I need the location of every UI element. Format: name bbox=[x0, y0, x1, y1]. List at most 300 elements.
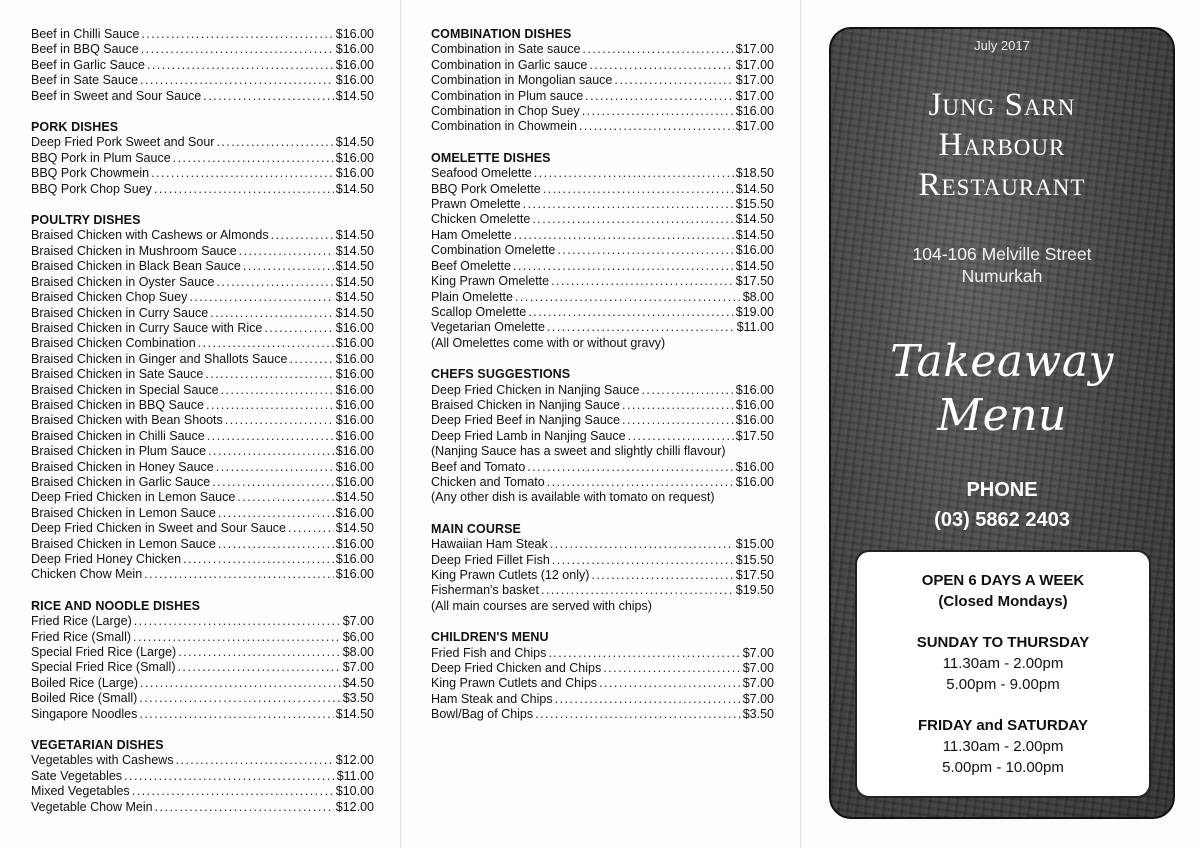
menu-item-price: $16.00 bbox=[735, 397, 774, 412]
dot-leader bbox=[154, 182, 334, 197]
hours-lunch: 11.30am - 2.00pm bbox=[942, 738, 1064, 755]
menu-item bbox=[31, 800, 374, 815]
menu-item-price: $4.50 bbox=[342, 675, 374, 690]
menu-item-name: Chicken Chow Mein bbox=[31, 567, 143, 582]
dot-leader bbox=[144, 567, 334, 582]
hours-closed-note: (Closed Mondays) bbox=[938, 593, 1068, 610]
menu-item-name: Braised Chicken in Garlic Sauce bbox=[31, 474, 211, 489]
menu-item-price: $16.00 bbox=[335, 367, 374, 382]
menu-item bbox=[31, 614, 374, 629]
menu-item bbox=[431, 568, 774, 583]
menu-item-name: Braised Chicken in Lemon Sauce bbox=[31, 536, 216, 551]
dot-leader bbox=[527, 460, 733, 475]
menu-item-price: $14.50 bbox=[335, 706, 374, 721]
dot-leader bbox=[140, 73, 334, 88]
menu-item-price: $16.00 bbox=[335, 27, 374, 41]
menu-item-name: Fisherman's basket bbox=[431, 583, 539, 598]
dot-leader bbox=[532, 212, 733, 227]
menu-item-name: Ham Steak and Chips bbox=[431, 691, 553, 706]
menu-item-name: Special Fried Rice (Large) bbox=[31, 645, 177, 660]
menu-item-name: Mixed Vegetables bbox=[31, 784, 130, 799]
menu-item bbox=[31, 567, 374, 582]
dot-leader bbox=[622, 398, 734, 413]
menu-item bbox=[431, 182, 774, 197]
menu-item bbox=[31, 784, 374, 799]
menu-item-price: $17.00 bbox=[735, 57, 774, 72]
menu-note: (All Omelettes come with or without gravy) bbox=[431, 335, 666, 350]
menu-item-name: Braised Chicken in Curry Sauce bbox=[31, 305, 209, 320]
takeaway-menu-heading bbox=[831, 335, 1173, 443]
menu-item bbox=[31, 336, 374, 351]
dot-leader bbox=[552, 553, 734, 568]
menu-item-price: $7.00 bbox=[742, 676, 774, 691]
menu-section bbox=[31, 738, 374, 815]
menu-item-price: $14.50 bbox=[335, 135, 374, 150]
menu-item bbox=[31, 630, 374, 645]
section-title: CHEFS SUGGESTIONS bbox=[431, 367, 571, 382]
menu-item-price: $19.00 bbox=[735, 304, 774, 319]
menu-item bbox=[31, 490, 374, 505]
menu-item-name: Boiled Rice (Small) bbox=[31, 691, 138, 706]
menu-item bbox=[431, 692, 774, 707]
menu-item-name: Braised Chicken in BBQ Sauce bbox=[31, 397, 205, 412]
menu-item-name: Beef in BBQ Sauce bbox=[31, 42, 139, 57]
dot-leader bbox=[585, 89, 734, 104]
menu-item-price: $12.00 bbox=[335, 799, 374, 814]
dot-leader bbox=[582, 42, 733, 57]
menu-item-price: $7.00 bbox=[342, 660, 374, 675]
section-title: MAIN COURSE bbox=[431, 521, 521, 536]
menu-item-name: Bowl/Bag of Chips bbox=[431, 707, 534, 722]
dot-leader bbox=[543, 182, 734, 197]
menu-note: (Any other dish is available with tomato on request) bbox=[431, 490, 715, 505]
menu-item-name: Braised Chicken in Black Bean Sauce bbox=[31, 259, 241, 274]
dot-leader bbox=[205, 367, 333, 382]
menu-item-name: Deep Fried Beef in Nanjing Sauce bbox=[431, 413, 621, 428]
menu-item bbox=[31, 259, 374, 274]
menu-item bbox=[31, 645, 374, 660]
dot-leader bbox=[541, 583, 734, 598]
dot-leader bbox=[134, 614, 341, 629]
menu-item bbox=[31, 367, 374, 382]
dot-leader bbox=[124, 769, 335, 784]
menu-section bbox=[431, 630, 774, 722]
menu-item bbox=[31, 398, 374, 413]
dot-leader bbox=[175, 753, 333, 768]
menu-item bbox=[31, 73, 374, 88]
section-title: POULTRY DISHES bbox=[31, 213, 141, 228]
menu-item-name: Combination Omelette bbox=[431, 243, 556, 258]
menu-section bbox=[431, 522, 774, 614]
menu-item-name: Combination in Chop Suey bbox=[431, 104, 580, 119]
dot-leader bbox=[239, 244, 334, 259]
menu-item-name: Boiled Rice (Large) bbox=[31, 675, 138, 690]
section-title: CHILDREN'S MENU bbox=[431, 630, 549, 645]
menu-item bbox=[31, 151, 374, 166]
menu-item bbox=[31, 429, 374, 444]
menu-item-price: $8.00 bbox=[742, 289, 774, 304]
dot-leader bbox=[177, 660, 340, 675]
menu-item-name: Braised Chicken in Nanjing Sauce bbox=[431, 397, 620, 412]
menu-item bbox=[431, 166, 774, 181]
menu-item-name: Vegetable Chow Mein bbox=[31, 799, 153, 814]
fold-line-right bbox=[800, 0, 802, 848]
menu-item bbox=[31, 244, 374, 259]
menu-item bbox=[431, 274, 774, 289]
menu-item-name: Hawaiian Ham Steak bbox=[431, 537, 548, 552]
restaurant-name bbox=[831, 85, 1173, 205]
menu-item-price: $16.00 bbox=[335, 536, 374, 551]
menu-item-name: BBQ Pork Chowmein bbox=[31, 166, 150, 181]
menu-item-price: $16.00 bbox=[735, 243, 774, 258]
menu-item-name: Singapore Noodles bbox=[31, 706, 138, 721]
dot-leader bbox=[599, 676, 741, 691]
menu-item bbox=[431, 398, 774, 413]
dot-leader bbox=[557, 243, 733, 258]
opening-hours-box bbox=[855, 550, 1151, 798]
dot-leader bbox=[641, 383, 733, 398]
address-street: 104-106 Melville Street bbox=[912, 244, 1092, 264]
menu-item-price: $10.00 bbox=[335, 784, 374, 799]
dot-leader bbox=[555, 692, 741, 707]
menu-item-name: Fried Rice (Small) bbox=[31, 629, 132, 644]
menu-item bbox=[431, 305, 774, 320]
menu-item bbox=[31, 676, 374, 691]
hours-group-title: SUNDAY TO THURSDAY bbox=[916, 634, 1090, 651]
menu-item-name: Plain Omelette bbox=[431, 289, 513, 304]
dot-leader bbox=[147, 58, 334, 73]
dot-leader bbox=[139, 707, 333, 722]
menu-item bbox=[431, 290, 774, 305]
dot-leader bbox=[207, 429, 334, 444]
menu-item-name: Beef and Tomato bbox=[431, 459, 526, 474]
menu-item-name: Braised Chicken with Cashews or Almonds bbox=[31, 228, 269, 243]
menu-item bbox=[31, 58, 374, 73]
menu-item-price: $6.00 bbox=[342, 629, 374, 644]
menu-date: July 2017 bbox=[974, 38, 1030, 53]
menu-item bbox=[31, 383, 374, 398]
menu-item bbox=[31, 27, 374, 42]
dot-leader bbox=[515, 290, 741, 305]
menu-item bbox=[31, 475, 374, 490]
dot-leader bbox=[221, 383, 334, 398]
hours-group-title: FRIDAY and SATURDAY bbox=[917, 717, 1089, 734]
menu-item-price: $16.00 bbox=[735, 382, 774, 397]
dot-leader bbox=[582, 104, 734, 119]
menu-item bbox=[431, 73, 774, 88]
dot-leader bbox=[534, 166, 734, 181]
menu-item bbox=[431, 413, 774, 428]
menu-item bbox=[31, 660, 374, 675]
menu-item-price: $16.00 bbox=[335, 552, 374, 566]
dot-leader bbox=[528, 305, 734, 320]
menu-item-price: $8.00 bbox=[342, 645, 374, 660]
menu-item bbox=[431, 228, 774, 243]
dot-leader bbox=[550, 537, 734, 552]
menu-section bbox=[31, 599, 374, 722]
menu-item-price: $14.50 bbox=[335, 290, 374, 305]
menu-item-name: Braised Chicken in Plum Sauce bbox=[31, 444, 207, 459]
menu-item-name: Combination in Mongolian sauce bbox=[431, 73, 613, 88]
dot-leader bbox=[212, 475, 334, 490]
menu-item-price: $16.00 bbox=[335, 459, 374, 474]
menu-item-name: Scallop Omelette bbox=[431, 304, 527, 319]
menu-item-name: Deep Fried Chicken and Chips bbox=[431, 661, 602, 676]
menu-item bbox=[31, 182, 374, 197]
dot-leader bbox=[243, 259, 334, 274]
menu-item bbox=[31, 552, 374, 567]
menu-item-price: $17.50 bbox=[735, 568, 774, 582]
menu-item-price: $3.50 bbox=[742, 707, 774, 722]
menu-item-price: $14.50 bbox=[735, 227, 774, 242]
hours-lunch: 11.30am - 2.00pm bbox=[942, 655, 1064, 672]
menu-item bbox=[31, 166, 374, 181]
menu-item-name: Prawn Omelette bbox=[431, 197, 521, 212]
dot-leader bbox=[288, 521, 334, 536]
menu-item-name: Braised Chicken in Sate Sauce bbox=[31, 367, 204, 382]
menu-item-price: $11.00 bbox=[736, 320, 774, 335]
script-line-menu: Menu bbox=[937, 390, 1067, 441]
menu-item bbox=[431, 583, 774, 598]
dot-leader bbox=[198, 336, 334, 351]
menu-item-price: $16.00 bbox=[335, 57, 374, 72]
menu-item-name: Braised Chicken Combination bbox=[31, 336, 196, 351]
menu-item-name: Ham Omelette bbox=[431, 227, 512, 242]
menu-item bbox=[31, 352, 374, 367]
menu-item-price: $16.00 bbox=[735, 459, 774, 474]
menu-item bbox=[31, 42, 374, 57]
menu-item-price: $12.00 bbox=[335, 753, 374, 768]
menu-item bbox=[31, 413, 374, 428]
menu-item-name: Combination in Sate sauce bbox=[431, 42, 581, 57]
dot-leader bbox=[139, 691, 340, 706]
dot-leader bbox=[155, 800, 334, 815]
menu-item-name: Braised Chicken in Oyster Sauce bbox=[31, 274, 215, 289]
menu-item-name: BBQ Pork in Plum Sauce bbox=[31, 150, 171, 165]
menu-item bbox=[31, 769, 374, 784]
menu-item-name: BBQ Pork Chop Suey bbox=[31, 181, 152, 196]
menu-item-price: $14.50 bbox=[735, 212, 774, 227]
dot-leader bbox=[132, 784, 334, 799]
fold-line-left bbox=[400, 0, 402, 848]
menu-note: (Nanjing Sauce has a sweet and slightly chilli flavour) bbox=[431, 444, 726, 459]
menu-item-price: $19.50 bbox=[735, 583, 774, 598]
menu-item-price: $16.00 bbox=[335, 444, 374, 459]
menu-item bbox=[431, 553, 774, 568]
menu-item-price: $14.50 bbox=[335, 305, 374, 320]
menu-item-price: $14.50 bbox=[335, 490, 374, 505]
menu-item-price: $14.50 bbox=[335, 243, 374, 258]
dot-leader bbox=[622, 413, 734, 428]
menu-item bbox=[431, 383, 774, 398]
menu-column-middle bbox=[431, 27, 774, 739]
dot-leader bbox=[551, 274, 734, 289]
menu-section bbox=[31, 27, 374, 104]
menu-item-price: $14.50 bbox=[735, 258, 774, 273]
menu-item bbox=[31, 707, 374, 722]
menu-item-name: Braised Chicken in Chilli Sauce bbox=[31, 428, 205, 443]
menu-item bbox=[31, 537, 374, 552]
dot-leader bbox=[547, 475, 734, 490]
menu-item bbox=[431, 646, 774, 661]
menu-section bbox=[31, 120, 374, 197]
menu-item bbox=[431, 259, 774, 274]
menu-item-price: $16.00 bbox=[335, 166, 374, 181]
menu-item-price: $17.00 bbox=[735, 42, 774, 57]
dot-leader bbox=[216, 275, 333, 290]
restaurant-name-line: Harbour bbox=[938, 127, 1066, 163]
menu-item-price: $16.00 bbox=[335, 336, 374, 351]
dot-leader bbox=[547, 320, 735, 335]
dot-leader bbox=[178, 645, 341, 660]
menu-item bbox=[431, 320, 774, 335]
menu-item-price: $16.00 bbox=[735, 104, 774, 119]
menu-item bbox=[431, 89, 774, 104]
menu-item-name: Beef in Sweet and Sour Sauce bbox=[31, 88, 202, 103]
menu-item bbox=[31, 290, 374, 305]
dot-leader bbox=[535, 707, 741, 722]
menu-section bbox=[431, 151, 774, 351]
menu-item bbox=[431, 475, 774, 490]
menu-item-name: Deep Fried Chicken in Lemon Sauce bbox=[31, 490, 236, 505]
menu-item-name: Braised Chicken in Lemon Sauce bbox=[31, 505, 216, 520]
menu-item-name: Special Fried Rice (Small) bbox=[31, 660, 176, 675]
menu-item-name: King Prawn Cutlets (12 only) bbox=[431, 568, 590, 582]
menu-item-name: Deep Fried Pork Sweet and Sour bbox=[31, 135, 215, 150]
menu-item bbox=[431, 42, 774, 57]
restaurant-address bbox=[831, 243, 1173, 287]
dot-leader bbox=[189, 290, 333, 305]
phone-number: (03) 5862 2403 bbox=[934, 509, 1070, 531]
menu-item bbox=[431, 537, 774, 552]
menu-item-name: Chicken Omelette bbox=[431, 212, 531, 227]
menu-item-name: BBQ Pork Omelette bbox=[431, 181, 541, 196]
menu-item bbox=[31, 89, 374, 104]
dot-leader bbox=[237, 490, 333, 505]
menu-item-price: $15.00 bbox=[735, 537, 774, 552]
dot-leader bbox=[218, 506, 334, 521]
dot-leader bbox=[141, 42, 334, 57]
restaurant-name-line: Jung Sarn bbox=[928, 87, 1076, 123]
section-title: RICE AND NOODLE DISHES bbox=[31, 598, 201, 613]
menu-item bbox=[431, 243, 774, 258]
menu-item-price: $14.50 bbox=[335, 228, 374, 243]
menu-item bbox=[31, 444, 374, 459]
menu-item bbox=[31, 135, 374, 150]
dot-leader bbox=[264, 321, 333, 336]
dot-leader bbox=[210, 306, 334, 321]
menu-item-name: Deep Fried Lamb in Nanjing Sauce bbox=[431, 428, 626, 443]
menu-item-name: Beef Omelette bbox=[431, 258, 511, 273]
menu-item-name: Braised Chicken with Bean Shoots bbox=[31, 413, 223, 428]
menu-section bbox=[431, 367, 774, 506]
menu-item-price: $14.50 bbox=[735, 181, 774, 196]
menu-item-price: $17.00 bbox=[735, 88, 774, 103]
dot-leader bbox=[628, 429, 734, 444]
menu-item-name: Braised Chicken in Ginger and Shallots Sauce bbox=[31, 351, 288, 366]
menu-item-price: $14.50 bbox=[335, 521, 374, 536]
menu-item-name: Chicken and Tomato bbox=[431, 474, 545, 489]
menu-item-price: $16.00 bbox=[335, 42, 374, 57]
menu-item-name: Combination in Chowmein bbox=[431, 119, 577, 134]
menu-item-price: $17.00 bbox=[735, 119, 774, 134]
menu-section bbox=[431, 27, 774, 135]
menu-item bbox=[431, 429, 774, 444]
menu-item bbox=[31, 321, 374, 336]
dot-leader bbox=[523, 197, 734, 212]
menu-item-name: King Prawn Cutlets and Chips bbox=[431, 676, 598, 691]
section-title: VEGETARIAN DISHES bbox=[31, 738, 164, 753]
address-town: Numurkah bbox=[961, 266, 1043, 286]
menu-item-price: $17.00 bbox=[735, 73, 774, 88]
dot-leader bbox=[271, 228, 334, 243]
menu-item-price: $18.50 bbox=[735, 166, 774, 181]
menu-item-name: Deep Fried Chicken in Sweet and Sour Sauce bbox=[31, 521, 287, 536]
menu-item bbox=[431, 707, 774, 722]
menu-item-price: $16.00 bbox=[335, 428, 374, 443]
menu-item bbox=[31, 306, 374, 321]
dot-leader bbox=[614, 73, 733, 88]
menu-item-price: $7.00 bbox=[742, 645, 774, 660]
menu-item bbox=[431, 212, 774, 227]
menu-item-name: Sate Vegetables bbox=[31, 768, 123, 783]
section-title: OMELETTE DISHES bbox=[431, 150, 551, 165]
menu-item-price: $14.50 bbox=[335, 181, 374, 196]
dot-leader bbox=[225, 413, 334, 428]
section-title: COMBINATION DISHES bbox=[431, 27, 572, 41]
menu-item-name: Vegetarian Omelette bbox=[431, 320, 545, 335]
menu-item-name: Fried Fish and Chips bbox=[431, 645, 547, 660]
menu-item-price: $17.50 bbox=[735, 274, 774, 289]
menu-item-price: $16.00 bbox=[335, 351, 374, 366]
menu-item-name: Braised Chicken in Mushroom Sauce bbox=[31, 243, 237, 258]
menu-item-price: $15.50 bbox=[735, 552, 774, 567]
menu-item bbox=[431, 676, 774, 691]
hours-dinner: 5.00pm - 10.00pm bbox=[942, 759, 1064, 776]
menu-item bbox=[431, 58, 774, 73]
dot-leader bbox=[216, 135, 333, 150]
menu-item-name: Beef in Garlic Sauce bbox=[31, 57, 145, 72]
dot-leader bbox=[151, 166, 334, 181]
dot-leader bbox=[133, 630, 341, 645]
menu-item-name: King Prawn Omelette bbox=[431, 274, 550, 289]
menu-item-name: Vegetables with Cashews bbox=[31, 753, 174, 768]
menu-item-price: $16.00 bbox=[335, 150, 374, 165]
section-title: PORK DISHES bbox=[31, 120, 119, 135]
dot-leader bbox=[140, 676, 341, 691]
menu-item-name: Beef in Chilli Sauce bbox=[31, 27, 140, 41]
dot-leader bbox=[579, 119, 734, 134]
menu-item bbox=[31, 228, 374, 243]
dot-leader bbox=[589, 58, 733, 73]
menu-item bbox=[31, 506, 374, 521]
menu-item-price: $15.50 bbox=[735, 197, 774, 212]
menu-item-price: $16.00 bbox=[735, 413, 774, 428]
menu-item-price: $16.00 bbox=[335, 413, 374, 428]
restaurant-name-line: Restaurant bbox=[918, 167, 1086, 203]
menu-item-price: $16.00 bbox=[335, 320, 374, 335]
menu-item-name: Braised Chicken in Special Sauce bbox=[31, 382, 219, 397]
cover-panel bbox=[829, 27, 1175, 819]
dot-leader bbox=[141, 27, 333, 42]
menu-item bbox=[31, 275, 374, 290]
dot-leader bbox=[173, 151, 334, 166]
menu-item bbox=[31, 691, 374, 706]
menu-item-price: $14.50 bbox=[335, 259, 374, 274]
script-line-takeaway: Takeaway bbox=[890, 336, 1114, 387]
menu-item bbox=[431, 661, 774, 676]
menu-item-name: Braised Chicken Chop Suey bbox=[31, 290, 188, 305]
